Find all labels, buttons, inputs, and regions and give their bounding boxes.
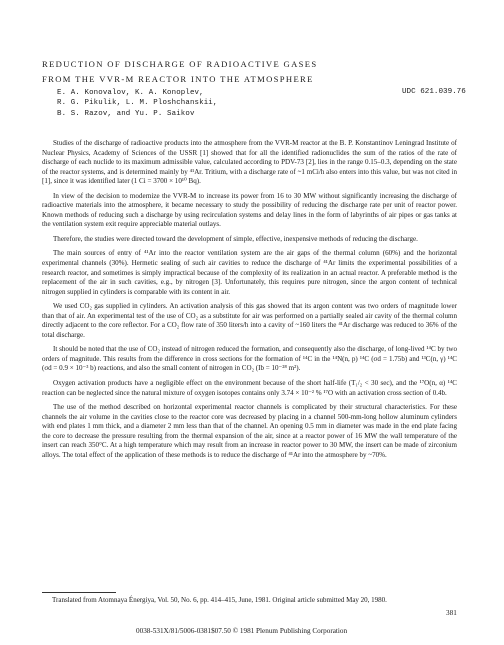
title-line-2: FROM THE VVR-M REACTOR INTO THE ATMOSPHERE [42,74,314,84]
author-line: R. G. Pikulik, L. M. Ploshchanskii, [57,99,218,108]
body-paragraph: The main sources of entry of ⁴¹Ar into the reactor ventilation system are the air gaps of the thermal column (60%) and the horizontal experimental channels (30%). Hermetic sealing of such air cavities to reduce the discharge of ⁴¹Ar limits the experimental possibilities of a research reactor, and sometimes is simply impractical because of the complexity of its realization in an actual reactor. A preferable method is the replacement of the air in such cavities, e.g., by nitrogen [3]. Unfortunately, this requires pure nitrogen, since the argon content of technical nitrogen supplied in cylinders is comparable with its content in air. [42,249,457,296]
body-paragraph: Studies of the discharge of radioactive products into the atmosphere from the VVR-M reactor at the B. P. Konstantinov Leningrad Institute of Nuclear Physics, Academy of Sciences of the USSR [1] showed that for all the identified radionuclides the sum of the ratios of the rate of discharge of each nuclide to its maximum admissible value, calculated according to PDV-73 [2], lies in the range 0.15–0.3, depending on the state of the reactor systems, and is determined mainly by ⁴¹Ar. Tritium, with a discharge rate of ~1 mCi/h also enters into this value, but was not cited in [1], since it was identified later (1 Ci = 3700 × 10¹⁰ Bq). [42,139,457,186]
copyright-line: 0038-531X/81/5006-0381$07.50 © 1981 Plenum Publishing Corporation [136,627,348,635]
title-line-1: REDUCTION OF DISCHARGE OF RADIOACTIVE GASES [42,59,318,69]
body-paragraph: In view of the decision to modernize the VVR-M to increase its power from 16 to 30 MW without significantly increasing the discharge of radioactive materials into the atmosphere, it became necessary to study the possibility of reducing the discharge rate per unit of reactor power. Known methods of reducing such a discharge by using recirculation systems and delay lines in the form of labyrinths of air pipes or gas tanks at the ventilation system exit require appreciable material outlays. [42,191,457,229]
author-list [57,88,387,119]
author-line: E. A. Konovalov, K. A. Konoplev, [57,89,204,97]
body-paragraph: We used CO₂ gas supplied in cylinders. An activation analysis of this gas showed that its argon content was two orders of magnitude lower than that of air. An experimental test of the use of CO₂ as a substitute for air was performed on a partially sealed air cavity of the thermal column directly adjacent to the core reflector. For a CO₂ flow rate of 350 liters/h into a cavity of ~160 liters the ⁴¹Ar discharge was reduced to 36% of the total discharge. [42,302,457,339]
body-paragraph: The use of the method described on horizontal experimental reactor channels is complicated by their structural characteristics. For these channels the air volume in the cavities close to the reactor core was decreased by placing in a channel 500-mm-long hollow aluminum cylinders with end plates 1 mm thick, and a diameter 2 mm less than that of the channel. An opening 0.5 mm in diameter was made in the end plate facing the core to decrease the pressure resulting from the thermal expansion of the air, since at a reactor power of 16 MW the wall temperature of the insert can reach 350°C. At a high temperature which may result from an increase in reactor power to 30 MW, the insert can be made of zirconium alloys. The total effect of the application of these methods is to reduce the discharge of ⁴¹Ar into the atmosphere by ~70%. [42,403,457,459]
body-paragraph: It should be noted that the use of CO₂ instead of nitrogen reduced the formation, and consequently also the discharge, of long-lived ¹⁴C by two orders of magnitude. This results from the difference in cross sections for the formation of ¹⁴C in the ¹⁴N(n, p) ¹⁴C (σd = 1.75b) and ¹³C(n, γ) ¹⁴C (σd = 0.9 × 10⁻³ b) reactions, and also the small content of nitrogen in CO₂ (Ib = 10⁻²⁸ m²). [42,345,457,373]
article-title [42,57,462,87]
body-paragraph: Therefore, the studies were directed toward the development of simple, effective, inexpensive methods of reducing the discharge. [53,234,418,243]
article-body [42,139,457,465]
footnote-divider [42,592,116,593]
author-line: B. S. Razov, and Yu. P. Saikov [57,109,195,118]
page-number: 381 [446,609,457,617]
udc-code: UDC 621.039.76 [402,88,466,96]
body-paragraph: Oxygen activation products have a negligible effect on the environment because of the short half-life (T₁/₂ < 30 sec), and the ¹⁷O(n, α) ¹⁴C reaction can be neglected since the natural mixture of oxygen isotopes contains only 3.74 × 10⁻² % ¹⁷O with an activation cross section of 0.4b. [42,379,457,397]
translation-footnote: Translated from Atomnaya Énergiya, Vol. 50, No. 6, pp. 414–415, June, 1981. Original article submitted May 20, 1980. [52,596,387,604]
